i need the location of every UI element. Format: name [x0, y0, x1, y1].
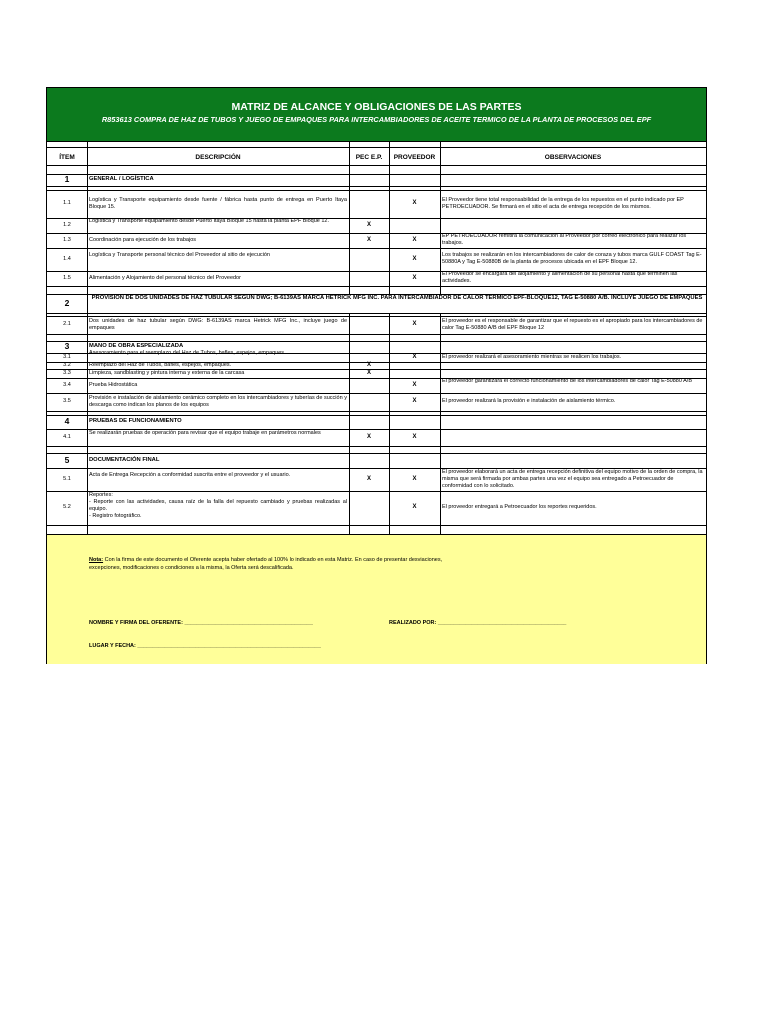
row-divider	[47, 453, 706, 454]
row-pec-mark: X	[366, 433, 371, 440]
column-divider	[389, 286, 390, 294]
document-title: MATRIZ DE ALCANCE Y OBLIGACIONES DE LAS PARTES	[231, 101, 522, 113]
column-divider	[389, 369, 390, 378]
section-title: GENERAL / LOGÍSTICA	[89, 176, 154, 182]
column-divider	[389, 415, 390, 429]
row-observacion: El proveedor elaborará un acta de entrega recepción definitiva del equipo motivo de la orden de compra, la misma que será firmada por ambas partes una vez el equipo sea entregado a Petroecuador de conformidad con lo solicitado.	[442, 468, 703, 489]
column-divider	[389, 341, 390, 353]
row-observacion: Los trabajos se realizarán en los intercambiadores de calor de coraza y tubos marca GULF COAST Tag E-50880A y Tag E-50880B de la planta de procesos ubicada en el EPF Bloque 12.	[442, 252, 702, 266]
column-divider	[389, 334, 390, 341]
row-observacion: El proveedor garantizará el correcto funcionamiento de los intercambiadores de calor Tag E-50880 A/B	[442, 378, 692, 385]
column-divider	[440, 286, 441, 294]
column-divider	[440, 453, 441, 468]
column-divider	[440, 271, 441, 286]
column-divider	[87, 446, 88, 453]
column-divider	[440, 429, 441, 446]
col-header-item: ÍTEM	[59, 154, 75, 161]
row-item-number: 5.1	[63, 475, 71, 482]
lugar-fecha-line: LUGAR Y FECHA: ____________________________________________________________	[89, 643, 321, 649]
row-observacion: El Proveedor tiene total responsabilidad de la entrega de los repuestos en el punto indicado por EP PETROECUADOR. Se firmará en el sitio el acta de entrega recepción de los mismos.	[442, 196, 684, 210]
column-divider	[440, 165, 441, 174]
row-proveedor-mark: X	[412, 475, 417, 482]
row-pec-mark: X	[366, 361, 371, 368]
column-divider	[389, 446, 390, 453]
column-divider	[440, 468, 441, 491]
document-subtitle: R853613 COMPRA DE HAZ DE TUBOS Y JUEGO DE EMPAQUES PARA INTERCAMBIADORES DE ACEITE TERMICO DE LA PLANTA DE PROCESOS DEL EPF	[101, 115, 652, 124]
row-proveedor-mark: X	[412, 200, 417, 206]
column-divider	[349, 271, 350, 286]
oferente-signature-line: NOMBRE Y FIRMA DEL OFERENTE: __________________________________________	[89, 620, 313, 626]
column-divider	[440, 362, 441, 369]
section-title: MANO DE OBRA ESPECIALIZADA	[89, 343, 184, 349]
column-divider	[389, 165, 390, 174]
row-proveedor-mark: X	[412, 398, 417, 404]
row-proveedor-mark: X	[412, 381, 417, 388]
row-description: Provisión e instalación de aislamiento cerámico completo en los intercambiadores y tuberías de succión y descarga como indican los planos de los equipos	[89, 394, 347, 408]
row-divider	[47, 341, 706, 342]
column-divider	[87, 468, 88, 491]
column-divider	[87, 190, 88, 218]
row-proveedor-mark: X	[412, 321, 417, 327]
row-proveedor-mark: X	[412, 255, 417, 262]
column-divider	[87, 174, 88, 186]
row-item-number: 1.2	[63, 221, 71, 228]
row-description: Coordinación para ejecución de los trabajos	[89, 236, 197, 243]
row-divider	[47, 415, 706, 416]
section-number: 4	[64, 416, 70, 426]
column-divider	[349, 393, 350, 411]
column-divider	[349, 165, 350, 174]
row-divider	[47, 411, 706, 412]
row-description: Acta de Entrega Recepción a conformidad suscrita entre el proveedor y el usuario.	[89, 472, 291, 479]
column-divider	[87, 369, 88, 378]
row-item-number: 4.1	[63, 433, 71, 440]
row-observacion: El proveedor entregará a Petroecuador los reportes requeridos.	[442, 504, 597, 511]
column-divider	[87, 393, 88, 411]
column-divider	[440, 248, 441, 271]
row-proveedor-mark: X	[412, 274, 417, 281]
note-text: Con la firma de este documento el Oferente acepta haber ofertado al 100% lo indicado en esta Matriz. En caso de presentar desviaciones, excepciones, modificaciones o condiciones a la misma, la Oferta será descalificada.	[89, 557, 443, 571]
note-paragraph	[89, 557, 459, 573]
column-divider	[440, 174, 441, 186]
col-header-pec: PEC E.P.	[355, 154, 383, 161]
row-item-number: 1.3	[63, 236, 71, 243]
row-observacion: EP PETROECUADOR remitirá la comunicación al Proveedor por correo electrónico para realizar los trabajos.	[442, 233, 687, 247]
column-divider	[87, 353, 88, 362]
column-divider	[440, 378, 441, 393]
row-item-number: 3.3	[63, 369, 71, 376]
row-divider	[47, 334, 706, 335]
row-observacion: El Proveedor se encargará del alojamiento y alimentación de su personal hasta que terminen las actividades.	[442, 271, 678, 285]
row-divider	[47, 165, 706, 166]
row-item-number: 3.1	[63, 353, 71, 360]
row-pec-mark: X	[366, 369, 371, 376]
row-description: Logística y Transporte personal técnico del Proveedor al sitio de ejecución	[89, 252, 270, 259]
column-divider	[87, 286, 88, 294]
column-divider	[87, 415, 88, 429]
column-divider	[87, 218, 88, 233]
section-number: 5	[64, 454, 70, 465]
column-divider	[87, 165, 88, 174]
row-observacion: El proveedor es el responsable de garantizar que el repuesto es el apropiado para los intercambiadores de calor Tag E-50880 A/B del EPF Bloque 12	[442, 317, 703, 331]
column-divider	[389, 453, 390, 468]
column-divider	[440, 415, 441, 429]
row-divider	[47, 313, 706, 314]
row-description: Prueba Hidrostática	[89, 381, 138, 388]
row-observacion: El proveedor realizará la provisión e instalación de aislamiento térmico.	[442, 398, 616, 405]
row-proveedor-mark: X	[412, 504, 417, 510]
column-divider	[349, 378, 350, 393]
column-divider	[349, 415, 350, 429]
row-proveedor-mark: X	[412, 236, 417, 243]
realizado-por-line: REALIZADO POR: __________________________________________	[389, 620, 567, 626]
col-header-proveedor: PROVEEDOR	[393, 154, 436, 161]
row-proveedor-mark: X	[412, 353, 417, 360]
section-number: 2	[64, 297, 70, 308]
row-pec-mark: X	[366, 475, 371, 482]
column-divider	[440, 341, 441, 353]
column-divider	[440, 334, 441, 341]
row-pec-mark: X	[366, 236, 371, 243]
column-divider	[349, 341, 350, 353]
column-divider	[349, 453, 350, 468]
row-item-number: 2.1	[63, 321, 71, 327]
row-description: Reemplazo del Haz de Tubos, bafles, espejos, empaques.	[89, 361, 232, 368]
column-divider	[349, 446, 350, 453]
row-description: Asesoramiento para el reemplazo del Haz de Tubos, bafles, espejos, empaques.	[89, 350, 286, 357]
row-divider	[47, 174, 706, 175]
row-divider	[47, 446, 706, 447]
row-description: Se realizarán pruebas de operación para revisar que el equipo trabaje en parámetros normales	[89, 430, 321, 437]
column-divider	[87, 453, 88, 468]
row-item-number: 1.1	[63, 200, 71, 206]
column-divider	[349, 248, 350, 271]
column-divider	[87, 294, 88, 313]
column-divider	[349, 174, 350, 186]
row-pec-mark: X	[366, 221, 371, 228]
column-divider	[440, 233, 441, 248]
column-divider	[349, 334, 350, 341]
section-number: 3	[64, 341, 70, 351]
signature-footer	[47, 534, 706, 664]
row-description: Alimentación y Alojamiento del personal técnico del Proveedor	[89, 274, 241, 281]
column-divider	[87, 316, 88, 334]
row-divider	[47, 525, 706, 526]
row-proveedor-mark: X	[412, 433, 417, 440]
column-divider	[87, 362, 88, 369]
col-header-observaciones: OBSERVACIONES	[544, 154, 602, 161]
row-item-number: 3.4	[63, 381, 71, 388]
title-banner	[47, 88, 706, 142]
row-divider	[47, 186, 706, 187]
column-divider	[440, 393, 441, 411]
column-divider	[440, 446, 441, 453]
column-divider	[440, 316, 441, 334]
column-divider	[87, 341, 88, 353]
row-description: Logística y Transporte equipamiento desde Puerto Itaya Bloque 15 hasta la planta EPF Bloque 12.	[89, 218, 330, 225]
row-description: Limpieza, sandblasting y pintura interna y externa de la carcasa	[89, 369, 245, 376]
column-divider	[87, 525, 88, 534]
section-title: PRUEBAS DE FUNCIONAMIENTO	[89, 418, 182, 424]
section-number: 1	[64, 174, 70, 184]
column-divider	[87, 233, 88, 248]
row-divider	[47, 190, 706, 191]
row-description: Reportes: - Reporte con las actividades, causa raíz de la falla del repuesto cambiado y pruebas realizadas al equipo. - Registro fotográfico.	[89, 492, 347, 520]
column-divider	[349, 525, 350, 534]
column-divider	[349, 316, 350, 334]
column-divider	[349, 491, 350, 525]
column-divider	[440, 369, 441, 378]
column-divider	[389, 218, 390, 233]
column-divider	[440, 491, 441, 525]
column-divider	[389, 525, 390, 534]
row-divider	[47, 147, 706, 148]
note-label: Nota:	[89, 557, 104, 563]
col-header-descripcion: DESCRIPCIÓN	[195, 154, 241, 161]
column-divider	[87, 378, 88, 393]
row-item-number: 1.4	[63, 255, 71, 262]
column-divider	[440, 218, 441, 233]
column-divider	[349, 190, 350, 218]
column-divider	[87, 491, 88, 525]
scope-matrix-sheet	[46, 87, 707, 664]
column-divider	[440, 190, 441, 218]
column-divider	[87, 248, 88, 271]
row-divider	[47, 248, 706, 249]
column-divider	[87, 334, 88, 341]
column-divider	[389, 174, 390, 186]
row-item-number: 3.2	[63, 361, 71, 368]
row-item-number: 1.5	[63, 274, 71, 281]
column-divider	[349, 286, 350, 294]
row-item-number: 5.2	[63, 504, 71, 510]
row-item-number: 3.5	[63, 398, 71, 404]
row-divider	[47, 286, 706, 287]
column-divider	[87, 429, 88, 446]
column-divider	[440, 525, 441, 534]
column-divider	[389, 362, 390, 369]
row-description: Logística y Transporte equipamiento desde fuente / fábrica hasta punto de entrega en Puerto Itaya Bloque 15.	[89, 196, 347, 210]
row-description: Dos unidades de haz tubular según DWG: B-6139AS marca Hetrick MFG Inc., incluye juego de empaques	[89, 317, 347, 331]
row-observacion: El proveedor realizará el asesoramiento mientras se realicen los trabajos.	[442, 353, 622, 360]
column-divider	[440, 353, 441, 362]
section-title: DOCUMENTACIÓN FINAL	[89, 456, 160, 463]
section-title: PROVISIÓN DE DOS UNIDADES DE HAZ TUBULAR SEGÚN DWG; B-6139AS MARCA HETRICK MFG INC. PARA INTERCAMBIADOR DE CALOR TERMICO EPF-BLOQUE12, TAG E-50880 A/B. INCLUYE JUEGO DE EMPAQUES	[91, 295, 703, 301]
column-divider	[87, 271, 88, 286]
